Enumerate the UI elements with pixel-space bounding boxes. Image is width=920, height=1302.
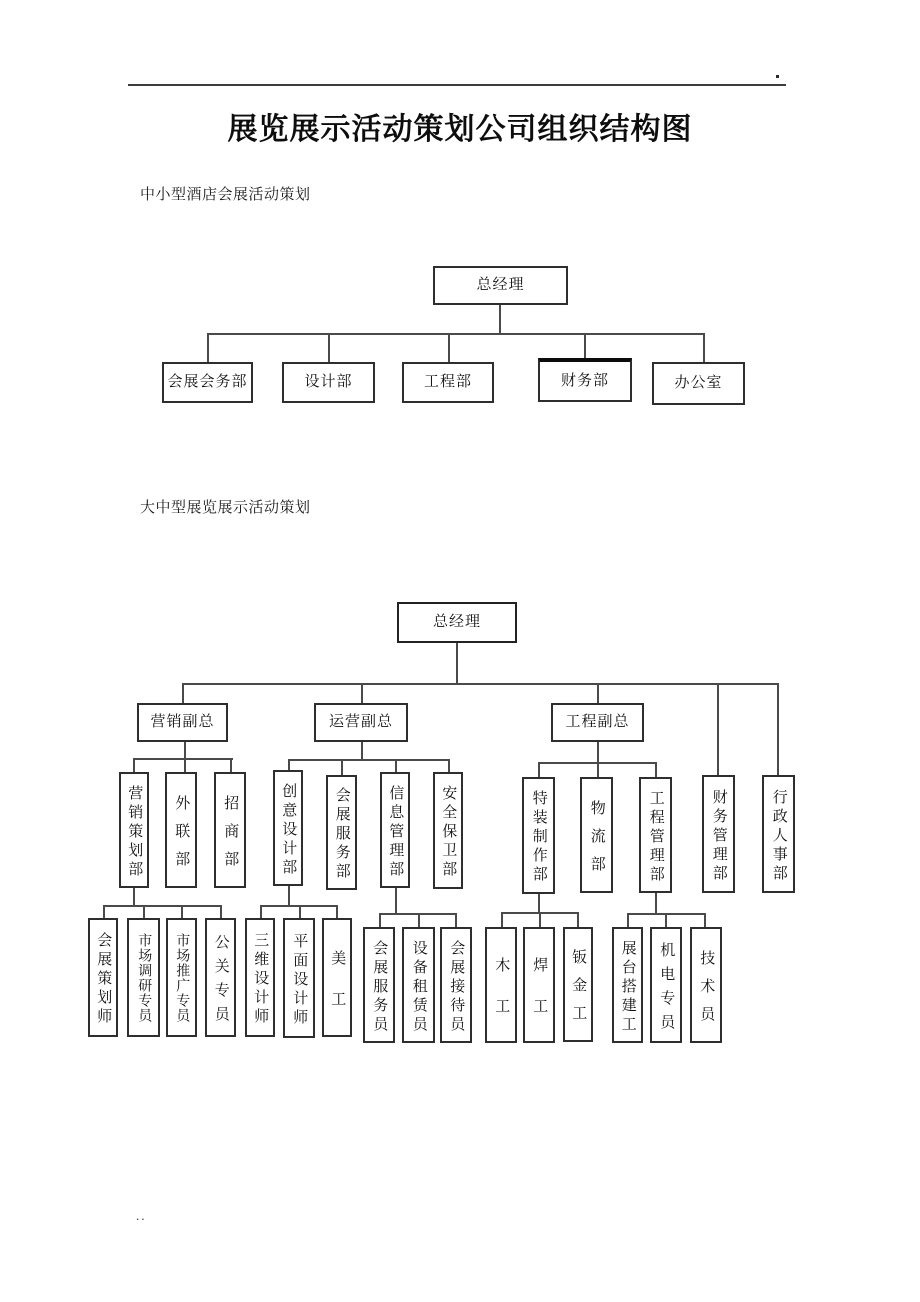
node-info-mgmt-dept: 信息管理部	[380, 772, 410, 888]
connector-line	[717, 683, 719, 775]
connector-line	[584, 333, 586, 358]
connector-line	[299, 905, 301, 918]
node-exhibition-service-dept: 会展服务部	[326, 775, 357, 890]
node-project-mgmt-dept: 工程管理部	[639, 777, 672, 893]
connector-line	[777, 683, 779, 775]
connector-line	[143, 905, 145, 918]
node-3d-designer: 三维设计师	[245, 918, 275, 1037]
node-outreach-dept: 外联部	[165, 772, 197, 888]
node-admin-hr-dept: 行政人事部	[762, 775, 795, 893]
section-heading-small: 中小型酒店会展活动策划	[140, 187, 311, 203]
connector-line	[395, 759, 397, 772]
node-marketing-planning-dept: 营销策划部	[119, 772, 149, 888]
page-title: 展览展示活动策划公司组织结构图	[227, 113, 693, 146]
section-heading-large: 大中型展览展示活动策划	[140, 500, 311, 516]
node-equipment-rental-clerk: 设备租赁员	[402, 927, 435, 1043]
node-special-fabrication-dept: 特装制作部	[522, 777, 555, 894]
connector-line	[538, 762, 540, 777]
connector-line	[207, 333, 209, 362]
node-security-dept: 安全保卫部	[433, 772, 463, 889]
node-operations-vp: 运营副总	[314, 703, 408, 742]
node-booth-builder: 展台搭建工	[612, 927, 643, 1043]
connector-line	[220, 905, 222, 918]
connector-line	[133, 758, 233, 760]
connector-line	[655, 762, 657, 777]
connector-line	[627, 913, 629, 927]
node-welder: 焊工	[523, 927, 555, 1043]
connector-line	[577, 912, 579, 927]
connector-line	[133, 758, 135, 772]
node-electromechanical-specialist: 机电专员	[650, 927, 682, 1043]
connector-line	[448, 759, 450, 772]
connector-line	[361, 742, 363, 759]
connector-line	[133, 888, 135, 905]
node-exhibition-receptionist: 会展接待员	[440, 927, 472, 1043]
node-design-dept: 设计部	[282, 362, 375, 403]
node-artworker: 美工	[322, 918, 352, 1037]
node-marketing-vp: 营销副总	[137, 703, 228, 742]
header-rule	[128, 84, 786, 86]
header-corner-mark	[776, 75, 779, 78]
node-logistics-dept: 物流部	[580, 777, 613, 893]
connector-line	[455, 913, 457, 927]
node-investment-dept: 招商部	[214, 772, 246, 888]
connector-line	[538, 894, 540, 912]
node-engineering-dept: 工程部	[402, 362, 494, 403]
connector-line	[260, 905, 262, 918]
connector-line	[597, 683, 599, 703]
connector-line	[704, 913, 706, 927]
node-sheet-metal-worker: 钣金工	[563, 927, 593, 1042]
node-gm-large: 总经理	[397, 602, 517, 643]
connector-line	[184, 742, 186, 772]
connector-line	[456, 643, 458, 683]
connector-line	[655, 893, 657, 913]
connector-line	[539, 912, 541, 927]
connector-line	[379, 913, 381, 927]
connector-line	[418, 913, 420, 927]
connector-line	[207, 333, 705, 335]
node-technician: 技术员	[690, 927, 722, 1043]
connector-line	[448, 333, 450, 362]
node-pr-specialist: 公关专员	[205, 918, 236, 1037]
node-exhibition-planner: 会展策划师	[88, 918, 118, 1037]
connector-line	[288, 886, 290, 905]
node-market-research-specialist: 市场调研专员	[127, 918, 160, 1037]
connector-line	[665, 913, 667, 927]
connector-line	[499, 305, 501, 334]
connector-line	[341, 759, 343, 775]
connector-line	[328, 333, 330, 362]
connector-line	[361, 683, 363, 703]
node-gm-small: 总经理	[433, 266, 568, 305]
connector-line	[103, 905, 105, 918]
node-carpenter: 木工	[485, 927, 517, 1043]
node-exhibition-affairs-dept: 会展会务部	[162, 362, 253, 403]
connector-line	[182, 683, 184, 703]
connector-line	[288, 759, 290, 770]
node-finance-mgmt-dept: 财务管理部	[702, 775, 735, 893]
node-creative-design-dept: 创意设计部	[273, 770, 303, 886]
connector-line	[538, 762, 657, 764]
connector-line	[182, 683, 779, 685]
connector-line	[230, 758, 232, 772]
node-office: 办公室	[652, 362, 745, 405]
connector-line	[336, 905, 338, 918]
connector-line	[703, 333, 705, 362]
connector-line	[288, 759, 449, 761]
connector-line	[501, 912, 503, 927]
connector-line	[181, 905, 183, 918]
connector-line	[103, 905, 221, 907]
connector-line	[395, 888, 397, 913]
node-graphic-designer: 平面设计师	[283, 918, 315, 1038]
node-finance-dept: 财务部	[538, 358, 632, 402]
node-engineering-vp: 工程副总	[551, 703, 644, 742]
footer-mark: ..	[136, 1208, 147, 1223]
connector-line	[597, 742, 599, 777]
node-market-promotion-specialist: 市场推广专员	[166, 918, 197, 1037]
node-exhibition-attendant: 会展服务员	[363, 927, 395, 1043]
